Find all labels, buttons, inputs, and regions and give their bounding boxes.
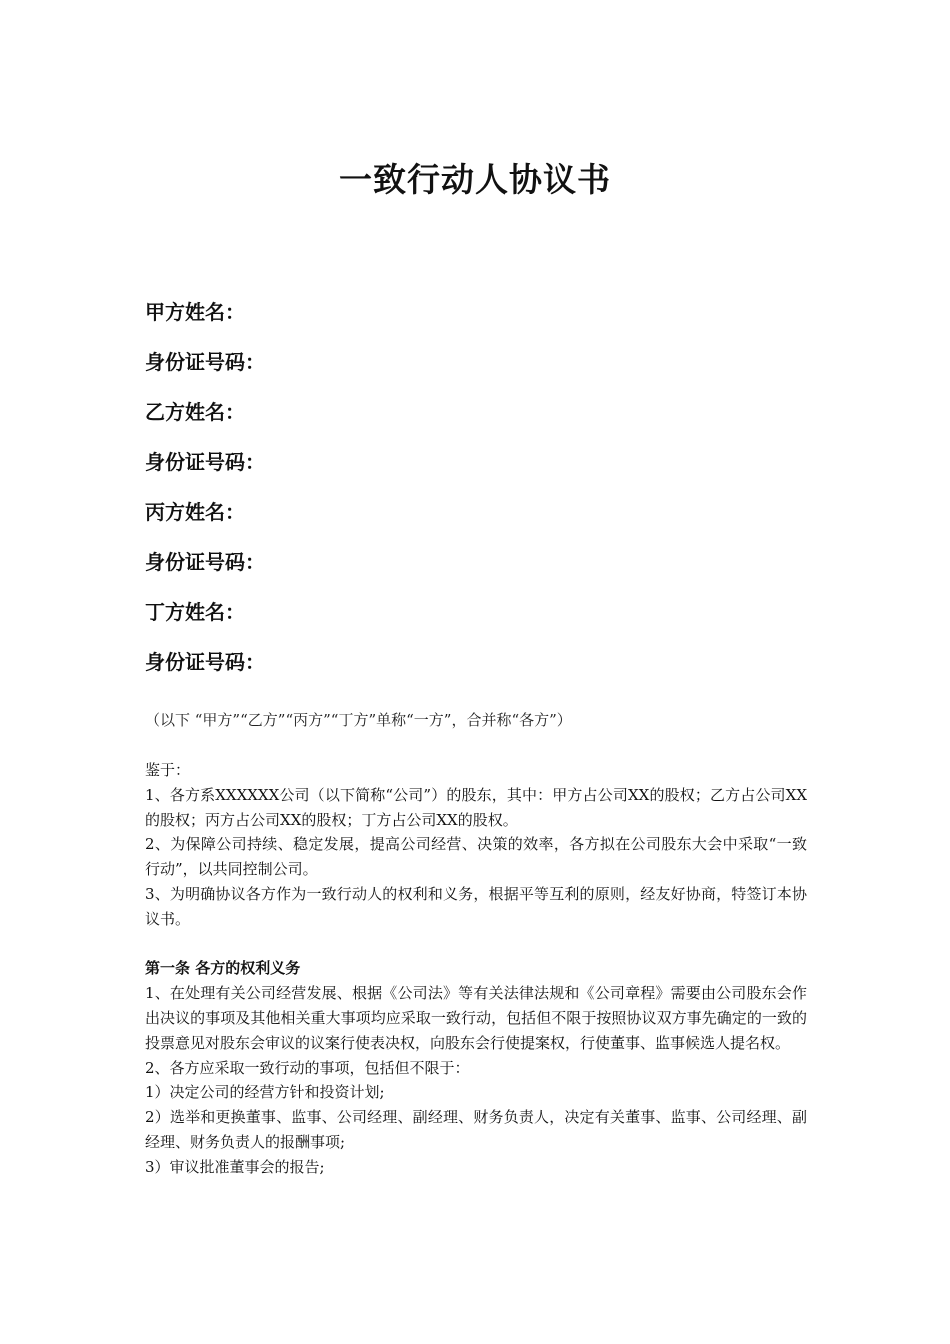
party-b-name-label: 乙方姓名： bbox=[145, 400, 245, 424]
article-1-item-1: 1、在处理有关公司经营发展、根据《公司法》等有关法律法规和《公司章程》需要由公司股东会作出决议的事项及其他相关重大事项均应采取一致行动，包括但不限于按照协议双方事先确定的一致的投票意见对股东会审议的议案行使表决权，向股东会行使提案权，行使董事、监事候选人提名权。 bbox=[145, 984, 807, 1052]
article-1-subitem-1: 1）决定公司的经营方针和投资计划; bbox=[145, 1083, 385, 1102]
party-definition-note: （以下 “甲方”“乙方”“丙方”“丁方”单称“一方”，合并称“各方”） bbox=[145, 711, 572, 729]
whereas-item-1: 1、各方系XXXXXX公司（以下简称“公司”）的股东，其中：甲方占公司XX的股权；乙方占公司XX的股权；丙方占公司XX的股权；丁方占公司XX的股权。 bbox=[145, 785, 807, 829]
article-1-heading: 第一条 各方的权利义务 bbox=[145, 959, 301, 978]
article-1-subitem-2: 2）选举和更换董事、监事、公司经理、副经理、财务负责人，决定有关董事、监事、公司经理、副经理、财务负责人的报酬事项; bbox=[145, 1108, 807, 1151]
party-d-id-label: 身份证号码： bbox=[145, 650, 265, 674]
article-1-subitem-3: 3）审议批准董事会的报告; bbox=[145, 1157, 325, 1176]
whereas-heading: 鉴于： bbox=[145, 761, 191, 779]
party-c-name-label: 丙方姓名： bbox=[145, 500, 245, 524]
party-c-id-label: 身份证号码： bbox=[145, 550, 265, 574]
agreement-body bbox=[145, 758, 807, 1180]
party-d-name-label: 丁方姓名： bbox=[145, 600, 245, 624]
party-fields bbox=[145, 292, 805, 692]
party-a-id-label: 身份证号码： bbox=[145, 350, 265, 374]
whereas-item-3: 3、为明确协议各方作为一致行动人的权利和义务，根据平等互利的原则，经友好协商，特签订本协议书。 bbox=[145, 884, 807, 928]
article-1-item-2: 2、各方应采取一致行动的事项，包括但不限于： bbox=[145, 1058, 470, 1077]
paragraph-gap bbox=[145, 932, 807, 957]
party-a-name-label: 甲方姓名： bbox=[145, 300, 245, 324]
whereas-item-2: 2、为保障公司持续、稳定发展，提高公司经营、决策的效率，各方拟在公司股东大会中采取“一致行动”，以共同控制公司。 bbox=[145, 835, 807, 879]
party-b-id-label: 身份证号码： bbox=[145, 450, 265, 474]
document-title: 一致行动人协议书 bbox=[339, 160, 611, 199]
